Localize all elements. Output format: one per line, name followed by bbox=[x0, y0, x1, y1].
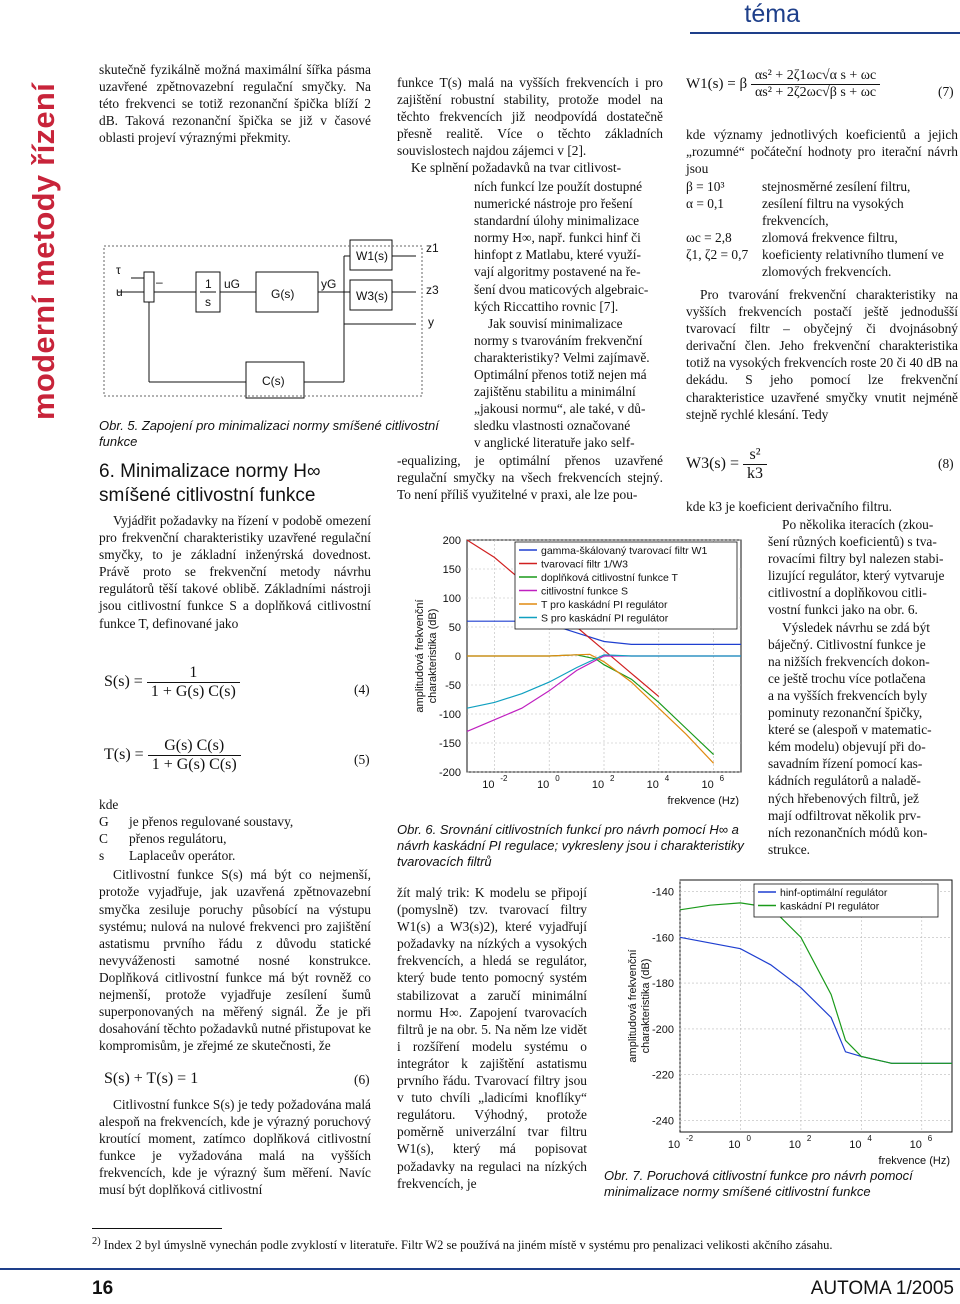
col2-line: charakteristiky? Velmi zajímavě. bbox=[474, 349, 650, 365]
fig6-ytick-label: 150 bbox=[442, 564, 461, 576]
fig6-ytick-label: -200 bbox=[438, 767, 461, 779]
col2-line: standardní úlohy minimalizace bbox=[474, 213, 640, 229]
fig7-xtick-exponent: -2 bbox=[686, 1134, 694, 1143]
param-symbol: ωc = 2,8 bbox=[686, 230, 732, 246]
col2-bottom bbox=[397, 884, 587, 1192]
equation-6: S(s) + T(s) = 1 bbox=[104, 1070, 199, 1087]
col1-defs bbox=[99, 796, 371, 1054]
col3-line: Po několika iteracích (zkou- bbox=[782, 517, 934, 532]
fig6-legend-entry: T pro kaskádní PI regulátor bbox=[541, 599, 668, 611]
col3-line: báječný. Citlivostní funkce je bbox=[768, 636, 926, 652]
fig7-chart bbox=[604, 870, 960, 1167]
fig6-ytick-label: -100 bbox=[438, 709, 461, 721]
fig6-xtick-label: 10 bbox=[591, 779, 605, 791]
fig5-label-G: G(s) bbox=[271, 287, 295, 301]
fig6-ytick-label: 0 bbox=[454, 651, 461, 663]
eq7-number: (7) bbox=[938, 84, 954, 99]
def-item bbox=[99, 813, 371, 830]
eq8-num: s² bbox=[749, 446, 761, 463]
param-item bbox=[686, 178, 958, 195]
fig5-label-y: y bbox=[428, 315, 434, 329]
fig6-legend-entry: citlivostní funkce S bbox=[541, 585, 628, 598]
fig6-xtick-exponent: 6 bbox=[719, 774, 725, 783]
fig7-series-line bbox=[680, 937, 952, 1063]
def-item bbox=[99, 830, 371, 847]
equation-7 bbox=[686, 68, 880, 101]
fig6-xtick-label: 10 bbox=[646, 779, 659, 791]
def-text: přenos regulátoru, bbox=[129, 831, 227, 847]
eq8-fraction bbox=[743, 446, 767, 483]
fig6-xtick-label: 10 bbox=[482, 779, 495, 791]
eq7-lhs: W1(s) = β bbox=[686, 75, 748, 92]
col3-p3-text: kde k3 je koeficient derivačního filtru. bbox=[686, 499, 892, 514]
fig6-xtick-label: 10 bbox=[537, 779, 550, 791]
fig5-label-z1: z1 bbox=[426, 241, 439, 255]
col2-line: hinfopt z Matlabu, které využí- bbox=[474, 247, 641, 263]
col2-line: normy s tvarováním frekvenční bbox=[474, 332, 643, 348]
fig5-label-z3: z3 bbox=[426, 283, 439, 297]
fig7-xtick-label: 10 bbox=[728, 1139, 741, 1151]
equation-8 bbox=[686, 446, 767, 483]
col2-line: numerické nástroje pro řešení bbox=[474, 196, 633, 212]
def-text: Laplaceův operátor. bbox=[129, 848, 236, 864]
fig5-label-W1: W1(s) bbox=[356, 249, 388, 263]
eq5-lhs: T(s) = bbox=[104, 746, 144, 764]
param-item bbox=[686, 195, 958, 229]
eq8-lhs: W3(s) = bbox=[686, 455, 740, 473]
fig7-xtick-label: 10 bbox=[909, 1139, 922, 1151]
col3-line: které se (alespoň v matematic- bbox=[768, 722, 932, 738]
journal-name: AUTOMA 1/2005 bbox=[810, 1278, 954, 1299]
col3-p1-text: kde významy jednotlivých koeficientů a jejich „rozumné“ počáteční hodnoty pro iterační návrh jsou bbox=[686, 127, 958, 177]
col1-p2-text: Citlivostní funkce S(s) má být co nejmenší, protože vyjadřuje, jak uzavřená zpětnovazební smyčka zesiluje poruchy působící na výstupu systému; nulová na nulové frekvenci pro zajištění astatismu prvního řádu z důvodu statické nevyváženosti samotné nosné konstrukce. Doplňková citlivostní funkce má být rovněž co nejmenší, protože vyjadřuje zesílení šumů superponovaných na měřený signál. Že je při dosahování těchto požadavků nutné přistupovat ke kompromisům, je zřejmé ze skutečnosti, že bbox=[99, 867, 371, 1054]
definition-list bbox=[99, 813, 371, 864]
fig7-xtick-exponent: 0 bbox=[746, 1134, 751, 1143]
col2-line: Jak souvisí minimalizace bbox=[488, 315, 623, 331]
col2-line: ních funkcí lze použít dostupné bbox=[474, 179, 643, 194]
fig6-ytick-label: 50 bbox=[448, 622, 461, 634]
fig5-label-s: s bbox=[205, 295, 211, 309]
fig5-label-tau: τ bbox=[116, 263, 121, 277]
col2-line: zajištěnu stabilitu a minimální bbox=[474, 384, 636, 400]
col3-line: kádních regulátorů a naladě- bbox=[768, 773, 921, 789]
fig7-ylabel-line2: charakteristika (dB) bbox=[640, 958, 652, 1054]
col2-p3-tail: -equalizing, je optimální přenos uzavřené regulační smyčky na všech frekvencích stejný. To není příliš využitelné v praxi, ale lze pou- bbox=[397, 453, 663, 503]
col3-p3 bbox=[686, 498, 958, 515]
col1-p3-text: Citlivostní funkce S(s) je tedy požadována malá alespoň na frekvencích, kde je výrazný poruchový kroutící moment, zatímco doplňková citlivostní funkce je vyžadována malá na vyšších frekvencích, kde je výrazný šum měření. Navíc musí být doplňková citlivostní bbox=[99, 1097, 371, 1198]
fig6-legend-entry: tvarovací filtr 1/W3 bbox=[541, 558, 628, 571]
eq4-lhs: S(s) = bbox=[104, 673, 143, 691]
fig6-xtick-label: 10 bbox=[701, 779, 714, 791]
col3-line: ních rezonančních módů kon- bbox=[768, 824, 928, 840]
fig7-ytick-label: -220 bbox=[651, 1069, 674, 1082]
fig7-ytick-label: -140 bbox=[651, 886, 674, 899]
col2-narrow bbox=[474, 178, 663, 452]
col2-tail bbox=[397, 452, 663, 503]
param-desc: koeficienty relativního tlumení ve zlomových frekvencích. bbox=[762, 247, 944, 280]
param-symbol: ζ1, ζ2 = 0,7 bbox=[686, 247, 749, 263]
def-item bbox=[99, 847, 371, 864]
def-symbol: G bbox=[99, 814, 109, 830]
eq4-den: 1 + G(s) C(s) bbox=[147, 682, 240, 701]
sidebar-title bbox=[6, 20, 86, 440]
eq7-den: αs² + 2ζ2ωc√β s + ωc bbox=[751, 84, 880, 101]
eq7-fraction bbox=[751, 68, 880, 101]
def-symbol: s bbox=[99, 848, 105, 864]
col1-intro bbox=[99, 61, 371, 146]
col1-p1 bbox=[99, 512, 371, 632]
col3-line: Výsledek návrhu se zdá být bbox=[782, 619, 930, 635]
fig7-xtick-exponent: 4 bbox=[867, 1134, 872, 1143]
col1-intro-text: skutečně fyzikálně možná maximální šířka pásma uzavřené zpětnovazební regulační smyčky. Na této frekvenci se totiž rezonanční špička blíží 2 dB. Taková rezonanční špička se již v časové oblasti projeví výraznými překmity. bbox=[99, 62, 371, 146]
eq4-num: 1 bbox=[189, 664, 198, 681]
param-desc: zesílení filtru na vysokých frekvencích, bbox=[762, 196, 904, 229]
fig5-block-diagram bbox=[96, 232, 456, 412]
fig6-series-line bbox=[467, 655, 714, 755]
fig5-label-yG: yG bbox=[321, 277, 337, 291]
fig7-ytick-label: -240 bbox=[651, 1115, 674, 1128]
fig6-xlabel: frekvence (Hz) bbox=[667, 795, 739, 807]
param-list bbox=[686, 178, 958, 281]
param-item bbox=[686, 246, 958, 280]
fig5-label-uG: uG bbox=[224, 277, 241, 291]
equation-5 bbox=[104, 737, 241, 774]
eq6-number: (6) bbox=[354, 1072, 370, 1087]
col3-p1 bbox=[686, 126, 958, 177]
col2-line: Optimální přenos totiž nejen má bbox=[474, 367, 647, 383]
col2-top bbox=[397, 74, 663, 177]
fig6-ylabel-line2: charakteristika (dB) bbox=[427, 608, 439, 704]
fig6-xtick-exponent: 2 bbox=[610, 774, 615, 783]
col2-line: normy H∞, např. funkci hinf či bbox=[474, 230, 641, 246]
fig7-xtick-label: 10 bbox=[788, 1139, 802, 1151]
col3-line: rovacími filtry byl nalezen stabi- bbox=[768, 551, 944, 567]
fig6-series-line bbox=[467, 654, 714, 763]
col2-line: „jakousi normu“, ale také, v dů- bbox=[474, 401, 646, 417]
fig7-xlabel: frekvence (Hz) bbox=[878, 1155, 950, 1167]
col3-p2-text: Pro tvarování frekvenční charakteristiky na vyšších frekvencích postačí ještě jednodušší tvarovací filtr – obyčejný či dvojnásobný derivační člen. Jeho frekvenční charakteristika totiž na vysokých frekvencích roste 20 či 40 dB na dekádu. S jeho pomocí lze frekvenční charakteristice uzavřené smyčky vnutit nejméně stejně rychlé klesání. Tedy bbox=[686, 287, 958, 422]
col2-line: v anglické literatuře jako self- bbox=[474, 435, 635, 451]
col3-line: citlivostní a doplňkovou citli- bbox=[768, 585, 927, 601]
col3-line: mají odfiltrovat několik prv- bbox=[768, 807, 921, 823]
fig7-caption: Obr. 7. Poruchová citlivostní funkce pro návrh pomocí minimalizace normy smíšené citlivostní funkce bbox=[604, 1168, 913, 1199]
col1-p3 bbox=[99, 1096, 371, 1199]
fig7-ytick-label: -180 bbox=[651, 978, 674, 991]
eq7-num: αs² + 2ζ1ωc√α s + ωc bbox=[754, 68, 877, 83]
col3-line: savadním řízení pomocí kas- bbox=[768, 756, 923, 772]
col3-p2 bbox=[686, 286, 958, 423]
col3-narrow bbox=[768, 516, 958, 858]
fig7-legend-entry: hinf-optimální regulátor bbox=[780, 887, 888, 899]
fig7-ylabel bbox=[627, 949, 652, 1062]
fig7-xtick-exponent: 6 bbox=[927, 1134, 933, 1143]
col2-p2-first: Ke splnění požadavků na tvar citlivost- bbox=[411, 160, 622, 176]
fig5-caption: Obr. 5. Zapojení pro minimalizaci normy smíšené citlivostní funkce bbox=[99, 418, 439, 449]
fig7-ytick-label: -160 bbox=[651, 932, 674, 945]
param-symbol: β = 10³ bbox=[686, 179, 725, 194]
param-item bbox=[686, 229, 958, 246]
fig6-ytick-label: 100 bbox=[442, 593, 461, 605]
fig5-label-one: 1 bbox=[205, 277, 212, 291]
kde-label: kde bbox=[99, 797, 119, 812]
fig7-ylabel-line1: amplitudová frekvenční bbox=[627, 949, 639, 1063]
col3-line: a na vyšších frekvencích byly bbox=[768, 687, 928, 703]
col3-line: kém modelu) objevují při do- bbox=[768, 739, 926, 755]
col3-line: vostní funkci jako na obr. 6. bbox=[768, 602, 918, 618]
fig6-ytick-label: 200 bbox=[442, 535, 461, 547]
fig6-ylabel-line1: amplitudová frekvenční bbox=[414, 599, 426, 713]
fig6-legend-entry: S pro kaskádní PI regulátor bbox=[541, 612, 669, 625]
eq5-number: (5) bbox=[354, 752, 370, 767]
col3-line: šení různých koeficientů) s tva- bbox=[768, 534, 937, 550]
fig6-xtick-exponent: 0 bbox=[555, 774, 560, 783]
fig6-xtick-exponent: -2 bbox=[500, 774, 508, 783]
col2-line: šení dvou maticových algebraic- bbox=[474, 281, 649, 297]
fig7-ytick-label: -200 bbox=[651, 1023, 674, 1036]
fig5-label-u: u bbox=[116, 285, 123, 299]
fig7-xtick-label: 10 bbox=[667, 1139, 681, 1151]
eq5-num: G(s) C(s) bbox=[164, 737, 225, 754]
equation-4 bbox=[104, 664, 240, 701]
col2-line: kých Riccattiho rovnic [7]. bbox=[474, 298, 619, 314]
fig7-legend-entry: kaskádní PI regulátor bbox=[780, 900, 880, 913]
section-tab: téma bbox=[744, 0, 800, 28]
def-symbol: C bbox=[99, 831, 108, 847]
col3-line: ce ještě trochu více potlačena bbox=[768, 670, 926, 686]
fig6-chart bbox=[397, 530, 747, 818]
eq5-den: 1 + G(s) C(s) bbox=[148, 755, 241, 774]
param-desc: stejnosměrné zesílení filtru, bbox=[762, 179, 911, 194]
col2-p4-text: žít malý trik: K modelu se připojí (pomyslně) tzv. tvarovací filtry W1(s) a W3(s)2), které vyjadřují požadavky na nízkých a vysokých frekvencích, a hledá se regulátor, který bude tento pomocný systém stabilizovat a zaručí minimální normu H∞. Zapojení tvarovacích filtrů je na obr. 5. Na něm lze vidět i rozšíření modelu systému o integrátor k zajištění astatismu prvního řádu. Tvarovací filtry jsou v tuto chvíli „ladicími knoflíky“ regulátoru. Výhodný, protože poměrně univerzální tvar filtru W1(s), který má popisovat požadavky na regulaci na nízkých frekvencích, je bbox=[397, 885, 587, 1191]
fig5-sum-box bbox=[144, 272, 154, 302]
fig7-plot-frame bbox=[680, 880, 952, 1132]
fig7-xtick-exponent: 2 bbox=[806, 1134, 812, 1143]
fig7-xtick-label: 10 bbox=[849, 1139, 862, 1151]
footer-rule bbox=[0, 1268, 960, 1270]
col3-line: pominuty rezonanční špičky, bbox=[768, 705, 923, 721]
eq5-fraction bbox=[148, 737, 241, 774]
fig5-label-C: C(s) bbox=[262, 374, 285, 388]
footnote-mark: 2) bbox=[92, 1236, 101, 1247]
col2-line: vají algoritmy postavené na ře- bbox=[474, 264, 641, 280]
eq4-fraction bbox=[147, 664, 240, 701]
param-symbol: α = 0,1 bbox=[686, 196, 725, 212]
page-number: 16 bbox=[92, 1278, 114, 1299]
col1-p1-text: Vyjádřit požadavky na řízení v podobě omezení pro frekvenční charakteristiky uzavřené regulační smyčky, to je základní inženýrská dovednost. Právě proto se frekvenční metody návrhu regulátorů těší takové oblibě. Základními nástroji jsou citlivostní funkce S a doplňková citlivostní funkce T, definované jako bbox=[99, 513, 371, 631]
col2-line: sledku vlastnosti označované bbox=[474, 418, 631, 434]
def-text: je přenos regulované soustavy, bbox=[129, 814, 294, 830]
section-heading: 6. Minimalizace normy H∞ smíšené citlivostní funkce bbox=[99, 461, 321, 506]
param-desc: zlomová frekvence filtru, bbox=[762, 230, 898, 246]
footnote-rule bbox=[92, 1228, 222, 1229]
fig6-caption: Obr. 6. Srovnání citlivostních funkcí pro návrh pomocí H∞ a návrh kaskádní PI regulace; vykresleny jsou i charakteristiky tvarovacích filtrů bbox=[397, 822, 744, 869]
fig6-legend-entry: doplňková citlivostní funkce T bbox=[541, 572, 678, 584]
header-rule bbox=[690, 32, 960, 34]
eq8-number: (8) bbox=[938, 456, 954, 471]
fig6-legend-entry: gamma-škálovaný tvarovací filtr W1 bbox=[541, 545, 708, 557]
eq8-den: k3 bbox=[743, 464, 767, 483]
col2-p1-text: funkce T(s) malá na vyšších frekvencích i pro zajištění robustní stability, protože model na těchto frekvencích již neodpovídá dostatečně přesně realitě. Více o těchto základních souvislostech najdou zájemci v [2]. bbox=[397, 75, 663, 159]
fig6-xtick-exponent: 4 bbox=[664, 774, 670, 783]
col3-line: lizující regulátor, který vytvaruje bbox=[768, 568, 945, 584]
col3-line: strukce. bbox=[768, 841, 811, 857]
fig6-ylabel bbox=[414, 599, 439, 712]
fig5-label-W3: W3(s) bbox=[356, 289, 388, 303]
footnote bbox=[92, 1236, 833, 1253]
fig6-ytick-label: -50 bbox=[445, 680, 461, 692]
fig5-label-minus: – bbox=[156, 275, 163, 289]
col3-line: na nižších frekvencích dokon- bbox=[768, 653, 930, 669]
col3-line: ných hřebenových filtrů, jež bbox=[768, 790, 919, 806]
eq4-number: (4) bbox=[354, 682, 370, 697]
fig6-ytick-label: -150 bbox=[438, 738, 461, 750]
footnote-text: Index 2 byl úmyslně vynechán podle zvyklostí v literatuře. Filtr W2 se používá na jiném místě v systému pro penalizaci velikosti akčního zásahu. bbox=[103, 1238, 833, 1253]
sidebar-title-text: moderní metody řízení bbox=[26, 82, 61, 420]
